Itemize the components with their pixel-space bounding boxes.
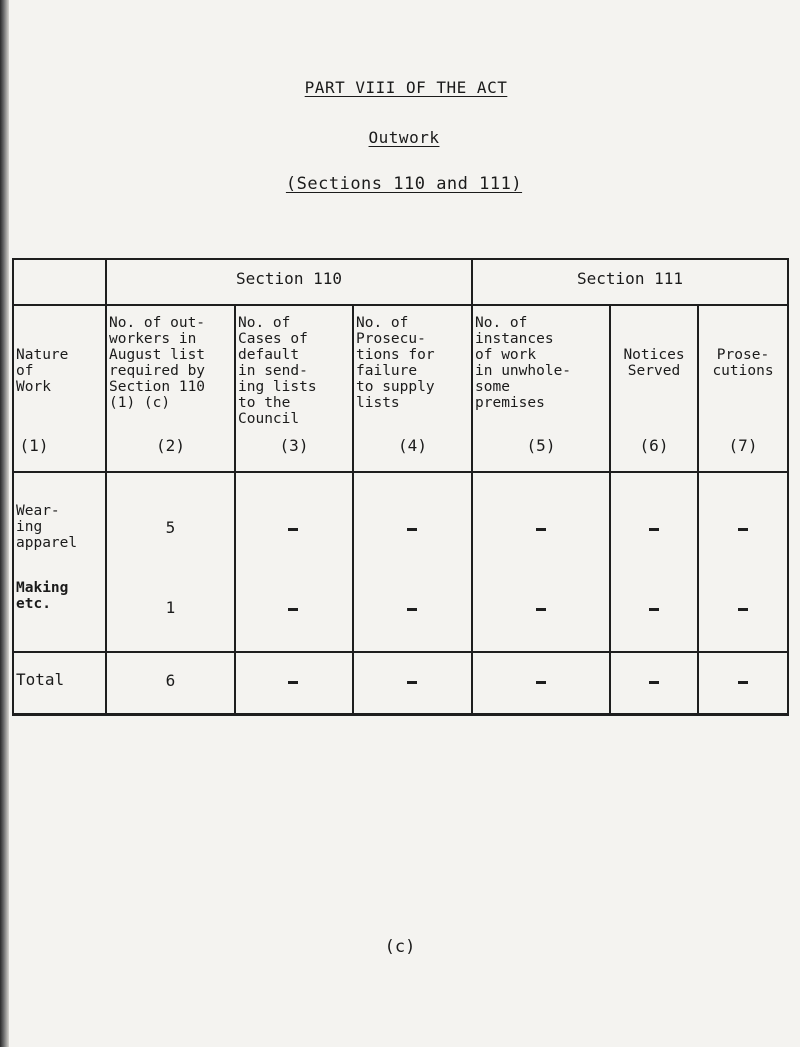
total-col-7-dash — [738, 681, 748, 684]
col-header-prosecutions: Prose- cutions — [712, 347, 774, 379]
col-1-divider — [105, 258, 107, 716]
row-1-col-6-dash — [649, 528, 659, 531]
row-1-col-5-dash — [536, 528, 546, 531]
col-number-4: (4) — [398, 436, 427, 455]
sections-reference: (Sections 110 and 111) — [285, 174, 523, 194]
col-number-5: (5) — [526, 436, 556, 455]
col-header-notices: Notices Served — [623, 347, 685, 379]
row-2-outworkers: 1 — [165, 598, 176, 617]
outwork-table — [12, 258, 789, 716]
col-3-divider — [352, 304, 354, 716]
page-mark: (c) — [384, 937, 416, 957]
total-divider — [12, 651, 789, 653]
row-2-nature: Making etc. — [16, 580, 69, 612]
page-title: PART VIII OF THE ACT — [304, 78, 508, 97]
row-2-col-7-dash — [738, 608, 748, 611]
row-1-outworkers: 5 — [165, 518, 176, 537]
row-2-col-6-dash — [649, 608, 659, 611]
col-header-outworkers: No. of out- workers in August list required by Section 110 (1) (c) — [109, 315, 206, 411]
row-1-col-3-dash — [288, 528, 298, 531]
page-subtitle: Outwork — [368, 128, 440, 147]
col-4-divider — [471, 258, 473, 716]
section-110-header: Section 110 — [236, 269, 342, 288]
col-header-nature: Nature of Work — [16, 347, 69, 395]
total-outworkers: 6 — [165, 671, 176, 690]
total-col-4-dash — [407, 681, 417, 684]
col-header-default: No. of Cases of default in send- ing lists to the Council — [238, 315, 317, 427]
col-number-2: (2) — [156, 436, 185, 455]
table-right-border — [787, 258, 789, 716]
scan-edge — [0, 0, 9, 1047]
total-col-3-dash — [288, 681, 298, 684]
total-label: Total — [16, 670, 65, 689]
total-col-5-dash — [536, 681, 546, 684]
col-number-6: (6) — [639, 436, 669, 455]
table-bottom-border — [12, 713, 789, 716]
section-111-header: Section 111 — [577, 269, 683, 288]
row-1-nature: Wear- ing apparel — [16, 503, 78, 551]
col-header-prosecutions-lists: No. of Prosecu- tions for failure to supply lists — [356, 315, 435, 411]
col-number-1: (1) — [19, 436, 49, 455]
body-divider — [12, 471, 789, 473]
row-2-col-3-dash — [288, 608, 298, 611]
col-number-7: (7) — [728, 436, 758, 455]
total-col-6-dash — [649, 681, 659, 684]
col-2-divider — [234, 304, 236, 716]
row-2-col-5-dash — [536, 608, 546, 611]
row-1-col-4-dash — [407, 528, 417, 531]
header-divider — [12, 304, 789, 306]
row-1-col-7-dash — [738, 528, 748, 531]
col-header-unwholesome: No. of instances of work in unwhole- some premises — [475, 315, 572, 411]
table-left-border — [12, 258, 14, 716]
row-2-col-4-dash — [407, 608, 417, 611]
col-number-3: (3) — [279, 436, 309, 455]
table-top-border — [12, 258, 789, 260]
